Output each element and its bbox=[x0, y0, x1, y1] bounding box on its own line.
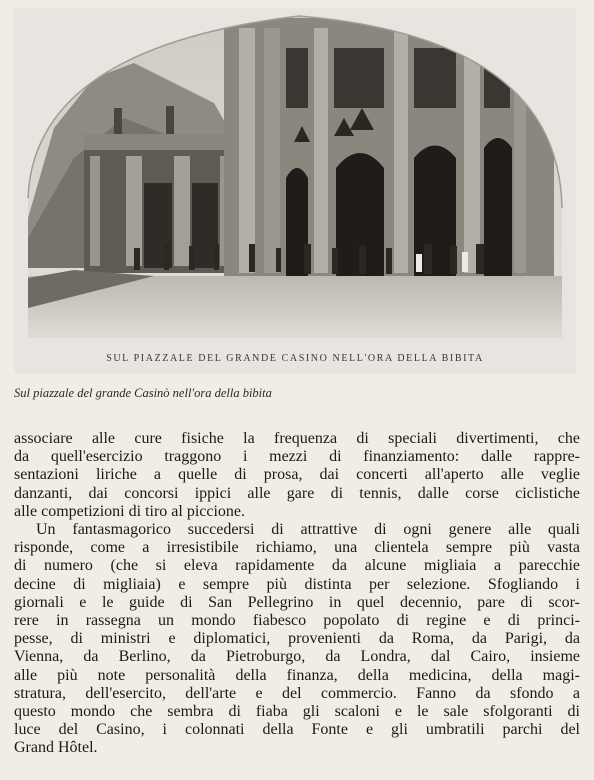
photo-plate bbox=[14, 8, 576, 374]
text-line: luce del Casino, i colonnati della Fonte e gli umbratili parchi del bbox=[14, 721, 580, 739]
text-line: danzanti, dai concorsi ippici alle gare di tennis, dalle corse ciclistiche bbox=[14, 484, 580, 502]
plate-caption: SUL PIAZZALE DEL GRANDE CASINO NELL'ORA DELLA BIBITA bbox=[106, 353, 484, 364]
text-line: Grand Hôtel. bbox=[14, 739, 98, 757]
text-line: sentazioni liriche a quelle di prosa, dai concerti all'aperto alle veglie bbox=[14, 466, 580, 484]
text-line: Vienna, da Berlino, da Pietroburgo, da Londra, dal Cairo, insieme bbox=[14, 648, 580, 666]
figure-caption: Sul piazzale del grande Casinò nell'ora della bibita bbox=[14, 386, 272, 400]
casino-photograph bbox=[14, 8, 576, 374]
body-text bbox=[14, 430, 580, 758]
text-line: associare alle cure fisiche la frequenza di speciali divertimenti, che bbox=[14, 430, 580, 447]
text-line: stratura, dell'esercito, dell'arte e del commercio. Fanno da sfondo a bbox=[14, 684, 580, 702]
text-line: di numero (che si eleva rapidamente da alcune migliaia a parecchie bbox=[14, 557, 580, 575]
text-line: Un fantasmagorico succedersi di attrattive di ogni genere alle quali bbox=[36, 521, 580, 539]
paragraph bbox=[14, 430, 580, 521]
text-line: decine di migliaia) e sempre più distinta per selezione. Sfogliando i bbox=[14, 575, 580, 593]
text-line: da quell'esercizio traggono i mezzi di finanziamento: dalle rappre- bbox=[14, 448, 580, 466]
text-line: rere in rassegna un mondo fiabesco popolato di regine e di princi- bbox=[14, 612, 580, 630]
paragraph bbox=[14, 521, 580, 758]
text-line: questo mondo che sembra di fiaba gli scaloni e le sale sfolgoranti di bbox=[14, 703, 580, 721]
text-line: giornali e le guide di San Pellegrino in quel decennio, pare di scor- bbox=[14, 593, 580, 611]
text-line: risponde, come a irresistibile richiamo, una clientela sempre più vasta bbox=[14, 539, 580, 557]
text-line: alle competizioni di tiro al piccione. bbox=[14, 502, 246, 520]
text-line: pesse, di ministri e diplomatici, provenienti da Roma, da Parigi, da bbox=[14, 630, 580, 648]
text-line: alle più note personalità della finanza, della medicina, della magi- bbox=[14, 666, 580, 684]
